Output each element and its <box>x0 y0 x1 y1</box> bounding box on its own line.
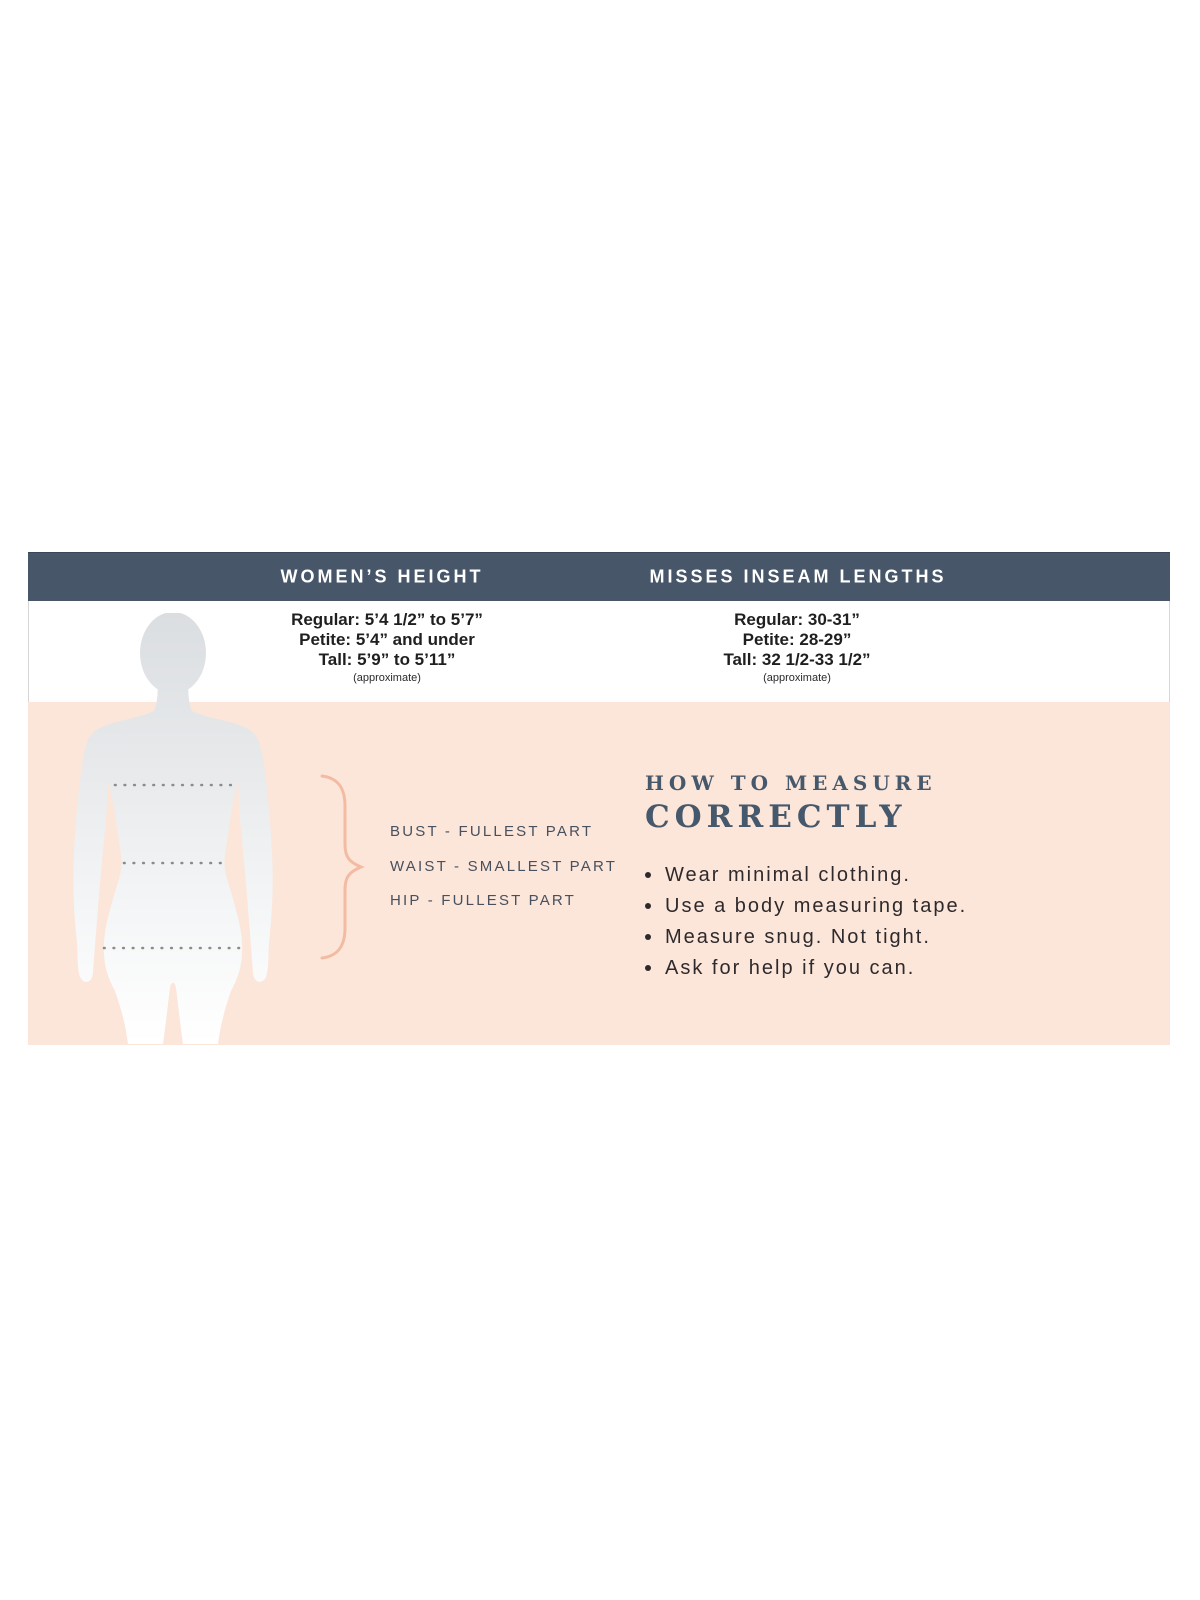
tip-text: Use a body measuring tape. <box>665 894 968 917</box>
measuring-tips-list <box>645 862 967 981</box>
inseam-row-petite <box>597 630 997 650</box>
bullet-dot-icon <box>645 934 651 940</box>
height-petite-value: 5’4” and under <box>355 630 475 649</box>
misses-inseam-header: MISSES INSEAM LENGTHS <box>649 566 947 587</box>
hip-label: HIP - FULLEST PART <box>390 892 577 909</box>
inseam-row-tall <box>597 650 997 670</box>
inseam-regular-label: Regular: <box>734 610 804 629</box>
height-approximate-note: (approximate) <box>353 672 421 684</box>
tip-text: Wear minimal clothing. <box>665 863 911 886</box>
height-tall-value: 5’9” to 5’11” <box>357 650 456 669</box>
height-regular-value: 5’4 1/2” to 5’7” <box>364 610 483 629</box>
misses-inseam-specs <box>597 610 997 686</box>
bullet-dot-icon <box>645 965 651 971</box>
inseam-tall-label: Tall: <box>723 650 758 669</box>
womens-height-header: WOMEN’S HEIGHT <box>280 566 484 587</box>
how-to-measure-title: HOW TO MEASURE <box>645 771 937 795</box>
height-tall-label: Tall: <box>318 650 353 669</box>
inseam-approximate-note: (approximate) <box>763 672 831 684</box>
bullet-dot-icon <box>645 903 651 909</box>
silhouette-left-arm <box>73 748 107 982</box>
inseam-regular-value: 30-31” <box>807 610 860 629</box>
inseam-tall-value: 32 1/2-33 1/2” <box>761 650 871 669</box>
list-item <box>645 862 967 888</box>
bust-label: BUST - FULLEST PART <box>390 823 594 840</box>
list-item <box>645 893 967 919</box>
list-item <box>645 955 967 981</box>
bullet-dot-icon <box>645 872 651 878</box>
curly-brace-icon <box>318 772 378 962</box>
silhouette-torso <box>85 679 261 1044</box>
size-guide-infographic <box>28 552 1170 1045</box>
inseam-row-regular <box>597 610 997 630</box>
header-bar <box>28 552 1170 601</box>
correctly-title: CORRECTLY <box>645 799 907 835</box>
list-item <box>645 924 967 950</box>
silhouette-right-arm <box>239 748 273 982</box>
inseam-petite-label: Petite: <box>742 630 795 649</box>
waist-label: WAIST - SMALLEST PART <box>390 858 618 875</box>
inseam-petite-value: 28-29” <box>799 630 852 649</box>
tip-text: Ask for help if you can. <box>665 956 916 979</box>
height-petite-label: Petite: <box>299 630 352 649</box>
female-body-silhouette-icon <box>60 613 290 1044</box>
tip-text: Measure snug. Not tight. <box>665 925 931 948</box>
height-regular-label: Regular: <box>291 610 361 629</box>
